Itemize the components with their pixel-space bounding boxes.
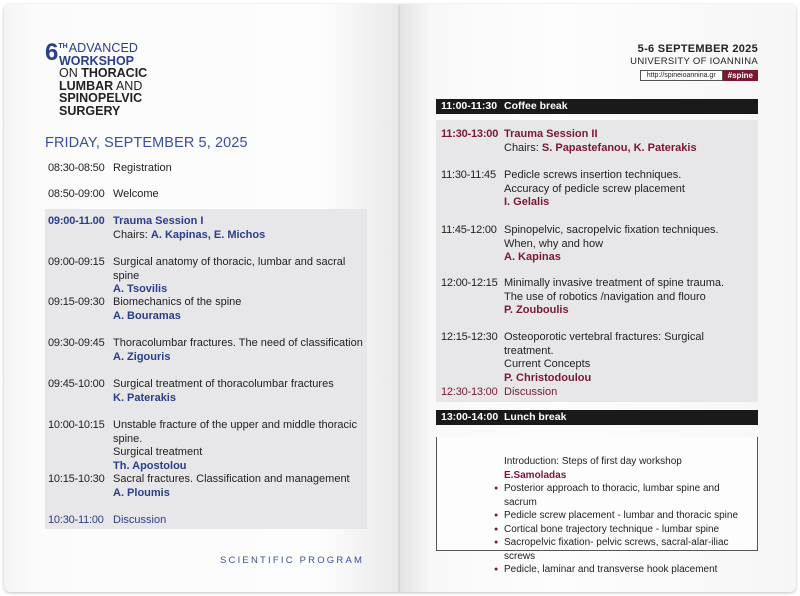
event-venue: UNIVERSITY OF IOANNINA <box>630 56 758 67</box>
session-title: Trauma Session II <box>504 128 598 140</box>
list-item: ● Cortical bone trajectory technique - lumbar spine <box>494 523 754 537</box>
hands-on-list <box>494 482 754 577</box>
speaker: A. Zigouris <box>113 350 171 363</box>
speaker: E.Samoladas <box>504 469 567 481</box>
speaker: Th. Apostolou <box>113 459 187 472</box>
program-booklet <box>4 4 796 592</box>
speaker: I. Gelalis <box>504 196 550 208</box>
lunch-break-bar: 13:00-14:00 Lunch break <box>436 410 758 425</box>
left-page: 6 TH ADVANCED WORKSHOP ON THORACIC LUMBAR AND SPINOPELVIC SURGERY FRIDAY, SEPTEMBER 5, 2025 08:30-08:50 Registration 08:50-09:00 Welcome 09:00-11.00 Trauma Session I Chairs: A. Kapinas, E. Michos 09:00-09:15 Surgical anatomy of thoracic, lumbar and sacral spine A. Tsovilis 09:15-09:30 Biomechanics of the spine A. Bouramas 09:30-09:45 Thoracolumbar fractures. The need of classification A. Zigouris 09:45-10:00 Surgical treatment of thoracolumbar fractures K. Paterakis 10:00-10:15 Unstable fracture of the upper and middle thoracic spine. Surgical treatment Th. Apostolou 10:15-10:30 Sacral fractures. Classification and management A. Ploumis 10:30-11:00 Discussion SCIENTIFIC PROGRAM <box>4 4 400 592</box>
logo-line-workshop: WORKSHOP <box>59 54 134 68</box>
scientific-program-footer: SCIENTIFIC PROGRAM <box>220 555 365 566</box>
logo-line-thoracic: ON THORACIC <box>59 66 148 80</box>
speaker: A. Ploumis <box>113 486 170 499</box>
right-page: 5-6 SEPTEMBER 2025 UNIVERSITY OF IOANNINA http://spineioannina.gr #spine 11:00-11:30 Coffee break 11:30-13:00 Trauma Session II Chairs: S. Papastefanou, K. Paterakis 11:30-11:45 Pedicle screws insertion techniques. Accuracy of pedicle screw placement I. Gelalis 11:45-12:00 Spinopelvic, sacropelvic fixation techniques. When, why and how A. Kapinas 12:00-12:15 Minimally invasive treatment of spine trauma. The use of robotics /navigation and flouro P. Zouboulis 12:15-12:30 Osteoporotic vertebral fractures: Surgical treatment. Current Concepts P. Christodoulou 12:30-13:00 Discussion 13:00-14:00 Lunch break Introduction: Steps of first day workshop E.Samoladas ● Posterior approach to thoracic, lumbar spine and sacrum ● Pedicle screw placement - lumbar and thoracic spine ● Cortical bone trajectory technique - lumbar spine ● Sacropelvic fixation- pelvic screws, sacral-alar-iliac screws ● Pedicle, laminar and transverse hook placement <box>400 4 796 592</box>
url-badge <box>640 70 758 81</box>
coffee-break-bar: 11:00-11:30 Coffee break <box>436 99 758 114</box>
session-title: Trauma Session I <box>113 215 204 227</box>
speaker: P. Christodoulou <box>504 371 592 384</box>
logo-line-lumbar: LUMBAR AND <box>59 78 143 93</box>
session-chairs: Chairs: A. Kapinas, E. Michos <box>113 228 266 241</box>
hashtag-badge: #spine <box>723 70 758 81</box>
workshop-logo <box>45 39 185 118</box>
speaker: K. Paterakis <box>113 391 176 404</box>
event-date: 5-6 SEPTEMBER 2025 <box>637 43 758 55</box>
speaker: A. Bouramas <box>113 309 181 322</box>
logo-number: 6 <box>45 39 59 66</box>
list-item: ● Pedicle, laminar and transverse hook placement <box>494 563 754 577</box>
logo-ordinal: TH <box>58 43 68 50</box>
logo-line-spinopelvic: SPINOPELVIC <box>59 91 143 105</box>
hands-on-intro: Introduction: Steps of first day workshop <box>504 456 682 467</box>
speaker: P. Zouboulis <box>504 304 569 316</box>
logo-line-surgery: SURGERY <box>59 103 121 118</box>
speaker: A. Tsovilis <box>113 283 168 295</box>
list-item: ● Sacropelvic fixation- pelvic screws, sacral-alar-iliac screws <box>494 536 754 563</box>
session-chairs: Chairs: S. Papastefanou, K. Paterakis <box>504 141 697 154</box>
list-item: ● Pedicle screw placement - lumbar and thoracic spine <box>494 509 754 523</box>
logo-line-advanced: ADVANCED <box>68 41 139 55</box>
website-url[interactable]: http://spineioannina.gr <box>640 70 723 81</box>
list-item: ● Posterior approach to thoracic, lumbar spine and sacrum <box>494 482 754 509</box>
speaker: A. Kapinas <box>504 251 561 263</box>
event-date-header <box>630 43 758 67</box>
day-title: FRIDAY, SEPTEMBER 5, 2025 <box>45 135 248 151</box>
hands-on-content <box>504 455 754 577</box>
